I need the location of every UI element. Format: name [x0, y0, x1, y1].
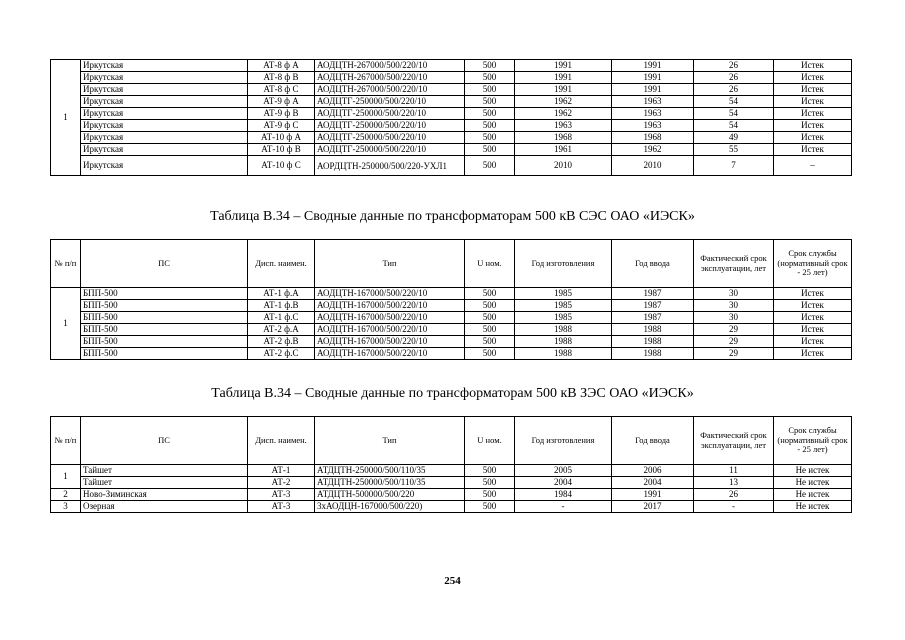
column-header: № п/п [51, 417, 81, 465]
table-row [51, 288, 852, 300]
disp-name: АТ-1 ф.В [248, 300, 315, 312]
u-nom: 500 [465, 501, 515, 513]
year-made: 1962 [515, 108, 612, 120]
substation: Озерная [81, 501, 248, 513]
column-header: Дисп. наимен. [248, 417, 315, 465]
substation: Иркутская [81, 156, 248, 176]
table-row [51, 501, 852, 513]
service-life: Не истек [774, 489, 852, 501]
table-row [51, 156, 852, 176]
disp-name: АТ-1 ф.С [248, 312, 315, 324]
table-row [51, 324, 852, 336]
substation: Тайшет [81, 477, 248, 489]
year-commissioned: 1988 [612, 336, 694, 348]
year-made: 1968 [515, 132, 612, 144]
disp-name: АТ-1 [248, 465, 315, 477]
actual-age: 29 [694, 324, 774, 336]
year-commissioned: 1991 [612, 72, 694, 84]
u-nom: 500 [465, 477, 515, 489]
table-row [51, 348, 852, 360]
actual-age: 11 [694, 465, 774, 477]
substation: Иркутская [81, 132, 248, 144]
column-header: Срок службы (нормативный срок - 25 лет) [774, 417, 852, 465]
type: АТДЦТН-250000/500/110/35 [315, 465, 465, 477]
year-made: 1985 [515, 300, 612, 312]
table-row [51, 465, 852, 477]
year-commissioned: 1962 [612, 144, 694, 156]
year-made: 1991 [515, 60, 612, 72]
substation: Иркутская [81, 120, 248, 132]
type: АОДЦТН-167000/500/220/10 [315, 300, 465, 312]
substation: Иркутская [81, 108, 248, 120]
disp-name: АТ-8 ф А [248, 60, 315, 72]
column-header: № п/п [51, 240, 81, 288]
disp-name: АТ-9 ф А [248, 96, 315, 108]
table-row [51, 489, 852, 501]
service-life: – [774, 156, 852, 176]
actual-age: 54 [694, 108, 774, 120]
table-row [51, 60, 852, 72]
year-made: 1961 [515, 144, 612, 156]
table-zes [50, 416, 852, 513]
u-nom: 500 [465, 96, 515, 108]
u-nom: 500 [465, 324, 515, 336]
table-row [51, 300, 852, 312]
type: АТДЦТН-250000/500/110/35 [315, 477, 465, 489]
service-life: Истек [774, 312, 852, 324]
column-header: U ном. [465, 417, 515, 465]
column-header: Год ввода [612, 240, 694, 288]
table3-caption: Таблица В.34 – Сводные данные по трансформаторам 500 кВ ЗЭС ОАО «ИЭСК» [211, 386, 694, 401]
u-nom: 500 [465, 300, 515, 312]
year-commissioned: 1963 [612, 120, 694, 132]
service-life: Истек [774, 336, 852, 348]
actual-age: 26 [694, 489, 774, 501]
service-life: Истек [774, 300, 852, 312]
type: АОДЦТГ-250000/500/220/10 [315, 132, 465, 144]
actual-age: 54 [694, 120, 774, 132]
year-commissioned: 1987 [612, 300, 694, 312]
actual-age: 54 [694, 96, 774, 108]
year-commissioned: 1991 [612, 84, 694, 96]
year-made: 1984 [515, 489, 612, 501]
column-header: ПС [81, 240, 248, 288]
type: АОДЦТГ-250000/500/220/10 [315, 108, 465, 120]
type: 3хАОДЦН-167000/500/220) [315, 501, 465, 513]
year-made: 1985 [515, 288, 612, 300]
year-made: 2005 [515, 465, 612, 477]
page-number: 254 [444, 575, 461, 587]
table-irkutskaya [50, 59, 852, 176]
table2-caption: Таблица В.34 – Сводные данные по трансформаторам 500 кВ СЭС ОАО «ИЭСК» [210, 209, 695, 224]
column-header: Фактический срок эксплуатации, лет [694, 417, 774, 465]
type: АОДЦТН-167000/500/220/10 [315, 312, 465, 324]
table-ses [50, 239, 852, 360]
table-row [51, 96, 852, 108]
disp-name: АТ-8 ф С [248, 84, 315, 96]
service-life: Истек [774, 132, 852, 144]
service-life: Истек [774, 60, 852, 72]
u-nom: 500 [465, 132, 515, 144]
service-life: Истек [774, 288, 852, 300]
service-life: Истек [774, 144, 852, 156]
substation: Иркутская [81, 144, 248, 156]
u-nom: 500 [465, 108, 515, 120]
service-life: Истек [774, 108, 852, 120]
u-nom: 500 [465, 336, 515, 348]
year-commissioned: 1991 [612, 489, 694, 501]
year-commissioned: 1988 [612, 348, 694, 360]
year-commissioned: 2004 [612, 477, 694, 489]
year-commissioned: 2017 [612, 501, 694, 513]
year-made: 1988 [515, 336, 612, 348]
disp-name: АТ-2 ф.С [248, 348, 315, 360]
actual-age: 29 [694, 348, 774, 360]
service-life: Истек [774, 84, 852, 96]
year-commissioned: 2006 [612, 465, 694, 477]
type: АОРДЦТН-250000/500/220-УХЛ1 [315, 156, 465, 176]
type: АОДЦТГ-250000/500/220/10 [315, 96, 465, 108]
substation: Тайшет [81, 465, 248, 477]
table-row [51, 477, 852, 489]
type: АОДЦТН-167000/500/220/10 [315, 324, 465, 336]
type: АОДЦТН-167000/500/220/10 [315, 336, 465, 348]
year-made: 2004 [515, 477, 612, 489]
actual-age: 7 [694, 156, 774, 176]
substation: Иркутская [81, 84, 248, 96]
row-number: 1 [51, 288, 81, 360]
year-made: 1962 [515, 96, 612, 108]
u-nom: 500 [465, 84, 515, 96]
column-header: Дисп. наимен. [248, 240, 315, 288]
year-made: - [515, 501, 612, 513]
header-row [51, 417, 852, 465]
u-nom: 500 [465, 489, 515, 501]
u-nom: 500 [465, 72, 515, 84]
column-header: Год изготовления [515, 240, 612, 288]
actual-age: 30 [694, 300, 774, 312]
table-row [51, 120, 852, 132]
disp-name: АТ-9 ф С [248, 120, 315, 132]
column-header: Тип [315, 240, 465, 288]
table-row [51, 312, 852, 324]
year-commissioned: 1968 [612, 132, 694, 144]
service-life: Истек [774, 96, 852, 108]
u-nom: 500 [465, 156, 515, 176]
disp-name: АТ-2 ф.В [248, 336, 315, 348]
service-life: Не истек [774, 465, 852, 477]
column-header: Фактический срок эксплуатации, лет [694, 240, 774, 288]
disp-name: АТ-10 ф С [248, 156, 315, 176]
row-number: 1 [51, 465, 81, 489]
row-number: 1 [51, 60, 81, 176]
disp-name: АТ-3 [248, 489, 315, 501]
type: АТДЦТН-500000/500/220 [315, 489, 465, 501]
actual-age: 49 [694, 132, 774, 144]
table-row [51, 72, 852, 84]
actual-age: 13 [694, 477, 774, 489]
year-commissioned: 2010 [612, 156, 694, 176]
year-made: 1991 [515, 84, 612, 96]
year-made: 1988 [515, 348, 612, 360]
type: АОДЦТН-167000/500/220/10 [315, 288, 465, 300]
service-life: Истек [774, 348, 852, 360]
substation: БПП-500 [81, 300, 248, 312]
substation: Ново-Зиминская [81, 489, 248, 501]
substation: Иркутская [81, 96, 248, 108]
actual-age: 29 [694, 336, 774, 348]
substation: БПП-500 [81, 348, 248, 360]
actual-age: - [694, 501, 774, 513]
substation: БПП-500 [81, 312, 248, 324]
year-commissioned: 1963 [612, 96, 694, 108]
substation: Иркутская [81, 60, 248, 72]
year-commissioned: 1963 [612, 108, 694, 120]
service-life: Не истек [774, 477, 852, 489]
substation: Иркутская [81, 72, 248, 84]
table-row [51, 144, 852, 156]
disp-name: АТ-1 ф.А [248, 288, 315, 300]
type: АОДЦТН-267000/500/220/10 [315, 60, 465, 72]
column-header: Год изготовления [515, 417, 612, 465]
substation: БПП-500 [81, 324, 248, 336]
row-number: 3 [51, 501, 81, 513]
type: АОДЦТН-267000/500/220/10 [315, 72, 465, 84]
type: АОДЦТГ-250000/500/220/10 [315, 120, 465, 132]
column-header: Тип [315, 417, 465, 465]
actual-age: 26 [694, 60, 774, 72]
actual-age: 26 [694, 72, 774, 84]
year-made: 1985 [515, 312, 612, 324]
table-row [51, 108, 852, 120]
row-number: 2 [51, 489, 81, 501]
service-life: Не истек [774, 501, 852, 513]
disp-name: АТ-3 [248, 501, 315, 513]
type: АОДЦТН-167000/500/220/10 [315, 348, 465, 360]
year-made: 2010 [515, 156, 612, 176]
column-header: Год ввода [612, 417, 694, 465]
disp-name: АТ-10 ф В [248, 144, 315, 156]
table-row [51, 84, 852, 96]
year-made: 1991 [515, 72, 612, 84]
type: АОДЦТН-267000/500/220/10 [315, 84, 465, 96]
table-row [51, 132, 852, 144]
year-commissioned: 1987 [612, 312, 694, 324]
disp-name: АТ-2 ф.А [248, 324, 315, 336]
service-life: Истек [774, 72, 852, 84]
year-made: 1963 [515, 120, 612, 132]
disp-name: АТ-2 [248, 477, 315, 489]
disp-name: АТ-8 ф В [248, 72, 315, 84]
actual-age: 26 [694, 84, 774, 96]
table-row [51, 336, 852, 348]
u-nom: 500 [465, 60, 515, 72]
disp-name: АТ-10 ф А [248, 132, 315, 144]
u-nom: 500 [465, 465, 515, 477]
service-life: Истек [774, 324, 852, 336]
column-header: U ном. [465, 240, 515, 288]
u-nom: 500 [465, 144, 515, 156]
column-header: Срок службы (нормативный срок - 25 лет) [774, 240, 852, 288]
substation: БПП-500 [81, 336, 248, 348]
u-nom: 500 [465, 288, 515, 300]
header-row [51, 240, 852, 288]
type: АОДЦТГ-250000/500/220/10 [315, 144, 465, 156]
year-commissioned: 1988 [612, 324, 694, 336]
actual-age: 30 [694, 312, 774, 324]
actual-age: 55 [694, 144, 774, 156]
year-commissioned: 1987 [612, 288, 694, 300]
column-header: ПС [81, 417, 248, 465]
disp-name: АТ-9 ф В [248, 108, 315, 120]
u-nom: 500 [465, 120, 515, 132]
u-nom: 500 [465, 348, 515, 360]
actual-age: 30 [694, 288, 774, 300]
year-commissioned: 1991 [612, 60, 694, 72]
year-made: 1988 [515, 324, 612, 336]
service-life: Истек [774, 120, 852, 132]
u-nom: 500 [465, 312, 515, 324]
substation: БПП-500 [81, 288, 248, 300]
